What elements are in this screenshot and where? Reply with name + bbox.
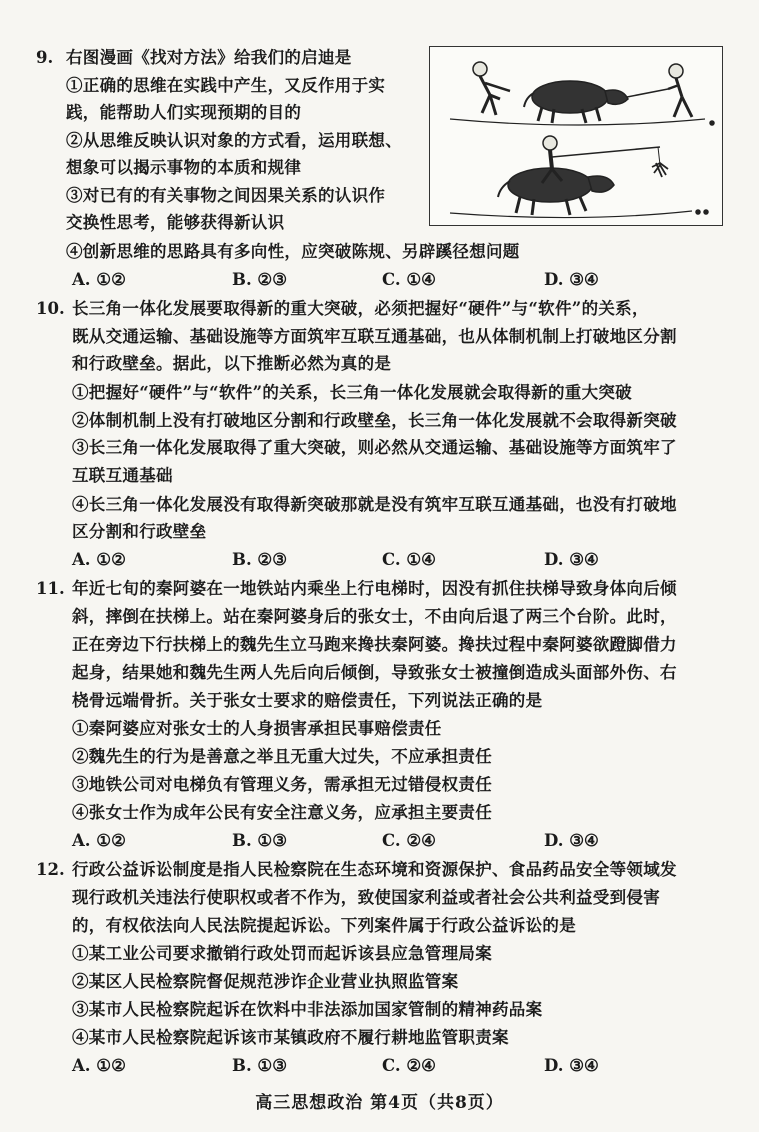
question-stem-cont: 斜，摔倒在扶梯上。站在秦阿婆身后的张女士，不由向后退了两三个台阶。此时， (72, 607, 677, 626)
option-b[interactable]: B. ①③ (232, 831, 288, 850)
statement: ③地铁公司对电梯负有管理义务，需承担无过错侵权责任 (72, 775, 492, 794)
question-number: 11. (36, 579, 65, 598)
question-stem-cont: 正在旁边下行扶梯上的魏先生立马跑来搀扶秦阿婆。搀扶过程中秦阿婆欲蹬脚借力 (72, 635, 677, 654)
option-c[interactable]: C. ②④ (382, 831, 436, 850)
cartoon-drawing (430, 47, 722, 225)
option-c[interactable]: C. ①④ (382, 270, 436, 289)
statement: ④某市人民检察院起诉该市某镇政府不履行耕地监管职责案 (72, 1028, 509, 1047)
question-stem-cont: 既从交通运输、基础设施等方面筑牢互联互通基础，也从体制机制上打破地区分割 (72, 327, 677, 346)
statement: ②从思维反映认识对象的方式看，运用联想、 (66, 131, 402, 150)
option-d[interactable]: D. ③④ (544, 831, 599, 850)
statement: ①秦阿婆应对张女士的人身损害承担民事赔偿责任 (72, 719, 442, 738)
cartoon-illustration (429, 46, 723, 226)
statement: ②魏先生的行为是善意之举且无重大过失，不应承担责任 (72, 747, 492, 766)
statement: ②某区人民检察院督促规范涉诈企业营业执照监管案 (72, 972, 459, 991)
statement: ④长三角一体化发展没有取得新突破那就是没有筑牢互联互通基础，也没有打破地 (72, 495, 677, 514)
statement: ①某工业公司要求撤销行政处罚而起诉该县应急管理局案 (72, 944, 492, 963)
question-stem: 长三角一体化发展要取得新的重大突破，必须把握好“硬件”与“软件”的关系， (72, 299, 649, 318)
question-stem: 年近七旬的秦阿婆在一地铁站内乘坐上行电梯时，因没有抓住扶梯导致身体向后倾 (72, 579, 677, 598)
question-stem-cont: 桡骨远端骨折。关于张女士要求的赔偿责任，下列说法正确的是 (72, 691, 543, 710)
option-b[interactable]: B. ①③ (232, 1056, 288, 1075)
question-stem-cont: 的，有权依法向人民法院提起诉讼。下列案件属于行政公益诉讼的是 (72, 916, 576, 935)
statement: ③某市人民检察院起诉在饮料中非法添加国家管制的精神药品案 (72, 1000, 543, 1019)
option-a[interactable]: A. ①② (72, 1056, 126, 1075)
statement-cont: 区分割和行政壁垒 (72, 522, 207, 541)
question-stem-cont: 起身，结果她和魏先生两人先后向后倾倒，导致张女士被撞倒造成头面部外伤、右 (72, 663, 677, 682)
question-stem: 右图漫画《找对方法》给我们的启迪是 (66, 48, 352, 67)
question-stem-cont: 和行政壁垒。据此，以下推断必然为真的是 (72, 354, 392, 373)
option-c[interactable]: C. ①④ (382, 550, 436, 569)
statement-cont: 互联互通基础 (72, 466, 173, 485)
question-stem: 行政公益诉讼制度是指人民检察院在生态环境和资源保护、食品药品安全等领域发 (72, 860, 677, 879)
option-b[interactable]: B. ②③ (232, 270, 288, 289)
statement: ③对已有的有关事物之间因果关系的认识作 (66, 186, 386, 205)
page-footer: 高三思想政治 第4页（共8页） (255, 1093, 504, 1113)
statement-cont: 践，能帮助人们实现预期的目的 (66, 103, 302, 122)
option-c[interactable]: C. ②④ (382, 1056, 436, 1075)
option-d[interactable]: D. ③④ (544, 270, 599, 289)
statement: ①把握好“硬件”与“软件”的关系，长三角一体化发展就会取得新的重大突破 (72, 383, 632, 402)
question-number: 9. (36, 48, 54, 67)
statement: ④张女士作为成年公民有安全注意义务，应承担主要责任 (72, 803, 492, 822)
question-number: 12. (36, 860, 65, 879)
statement-cont: 想象可以揭示事物的本质和规律 (66, 158, 302, 177)
statement: ②体制机制上没有打破地区分割和行政壁垒，长三角一体化发展就不会取得新突破 (72, 411, 677, 430)
question-number: 10. (36, 299, 65, 318)
statement: ③长三角一体化发展取得了重大突破，则必然从交通运输、基础设施等方面筑牢了 (72, 438, 677, 457)
statement: ④创新思维的思路具有多向性，应突破陈规、另辟蹊径想问题 (66, 242, 520, 261)
option-a[interactable]: A. ①② (72, 270, 126, 289)
option-b[interactable]: B. ②③ (232, 550, 288, 569)
option-d[interactable]: D. ③④ (544, 550, 599, 569)
statement-cont: 交换性思考，能够获得新认识 (66, 213, 285, 232)
statement: ①正确的思维在实践中产生，又反作用于实 (66, 76, 386, 95)
option-a[interactable]: A. ①② (72, 550, 126, 569)
option-d[interactable]: D. ③④ (544, 1056, 599, 1075)
question-stem-cont: 现行政机关违法行使职权或者不作为，致使国家利益或者社会公共利益受到侵害 (72, 888, 660, 907)
option-a[interactable]: A. ①② (72, 831, 126, 850)
